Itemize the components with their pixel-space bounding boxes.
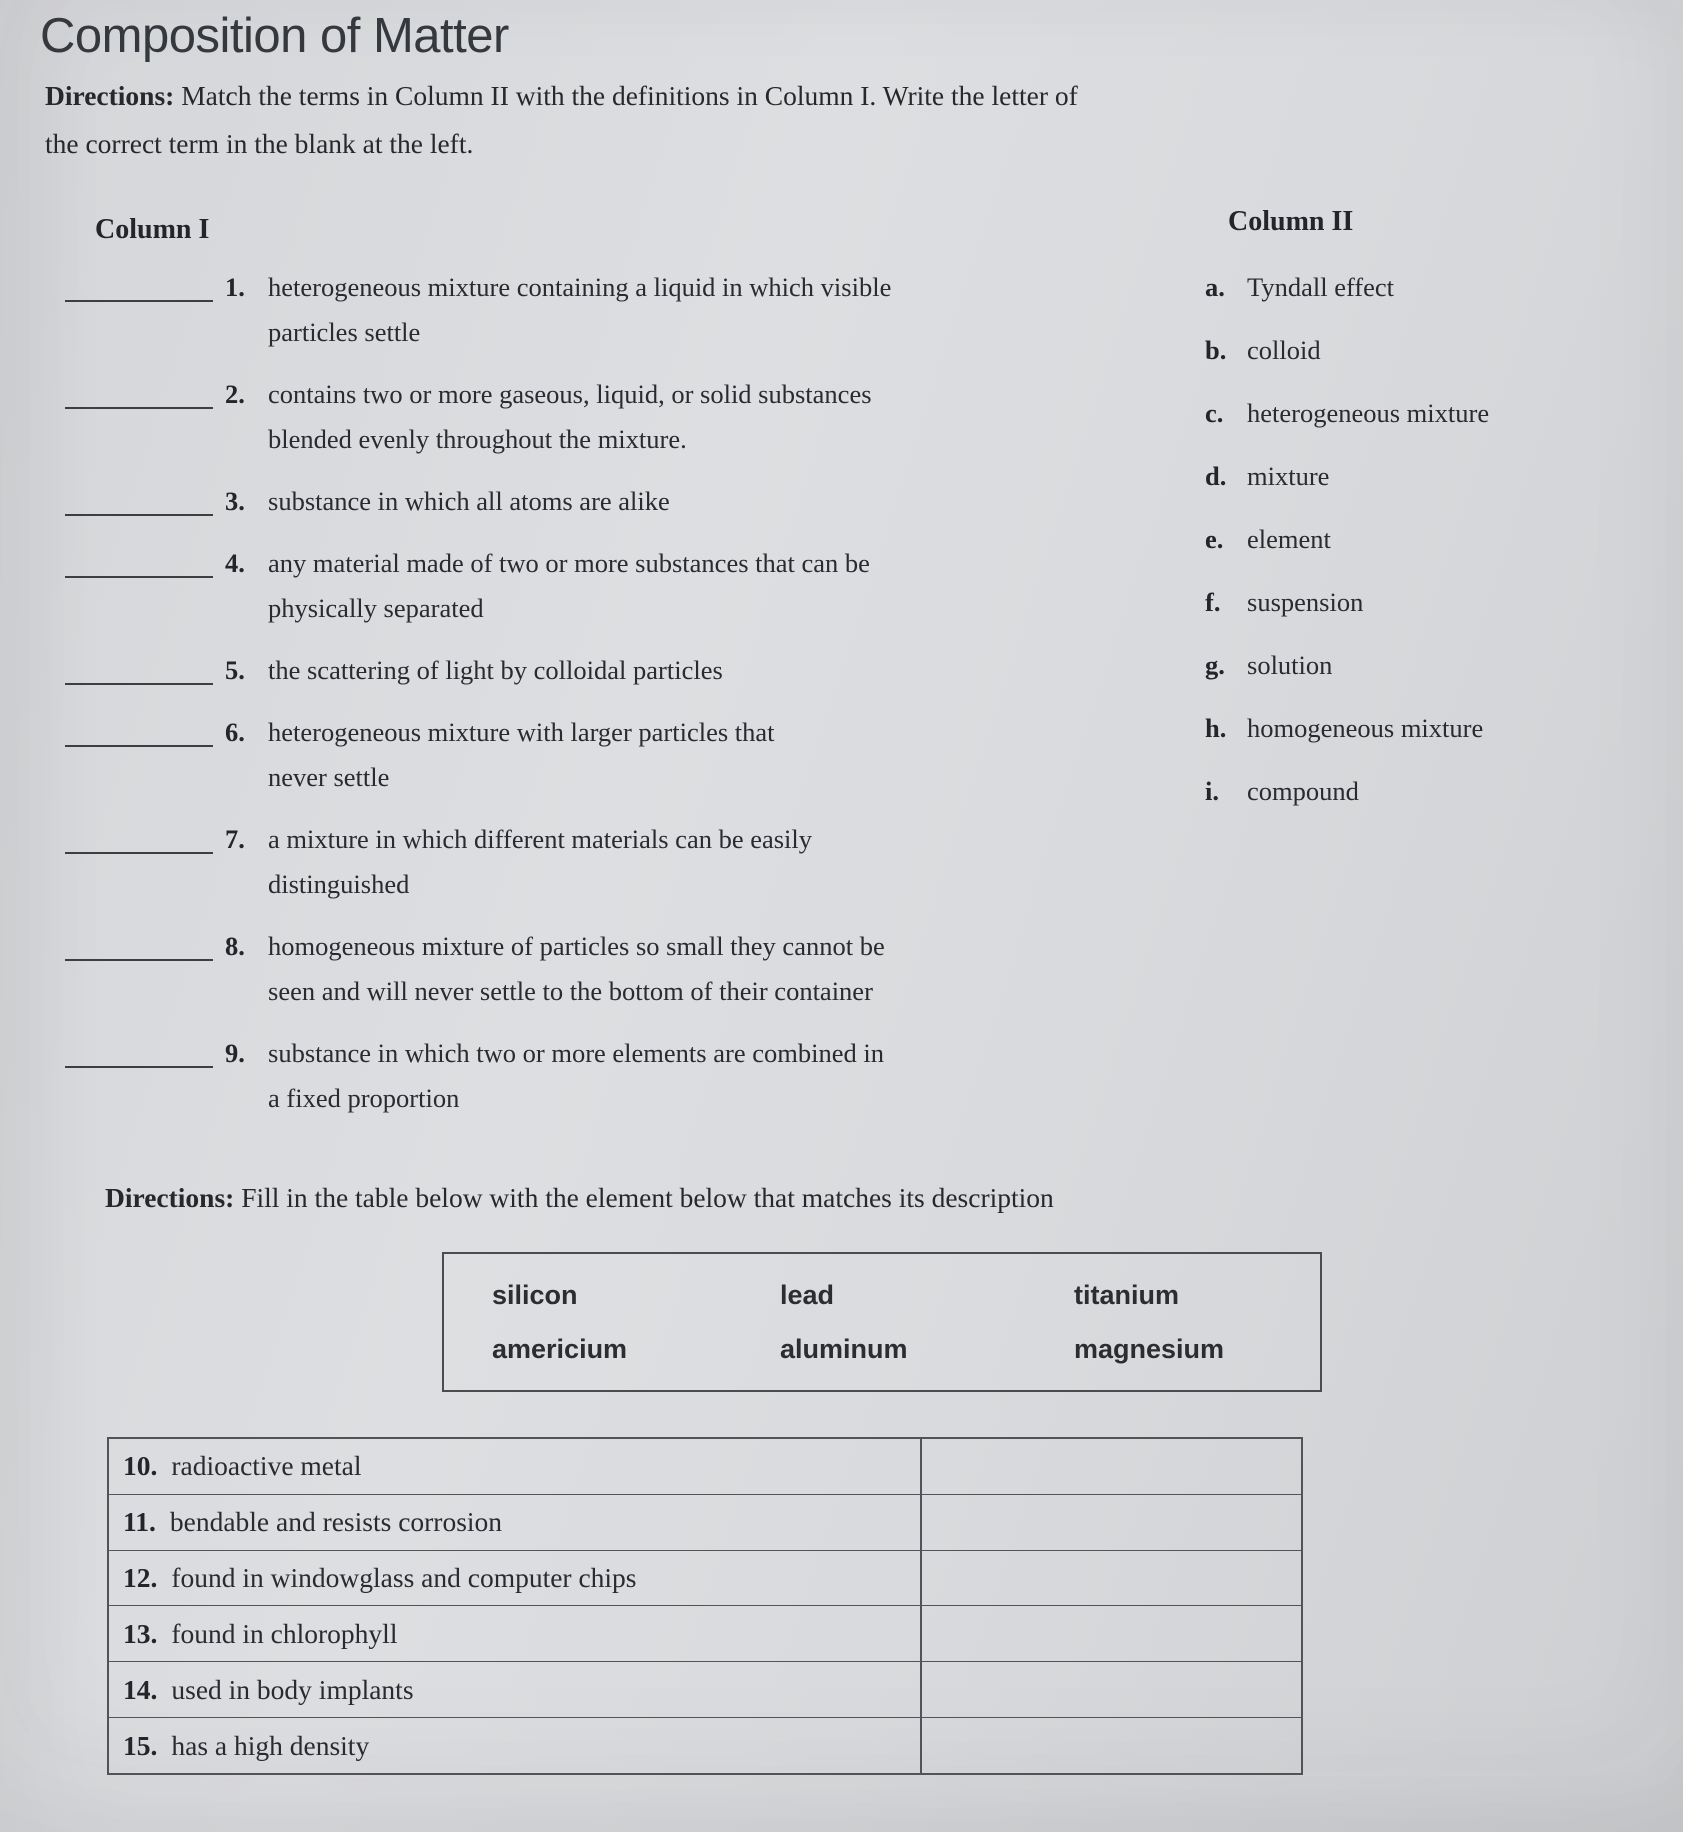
row-answer-cell-15[interactable] <box>920 1718 1301 1773</box>
row-number-10: 10. <box>123 1450 158 1482</box>
item-2-line-2: blended evenly throughout the mixture. <box>268 424 687 454</box>
term-item-g <box>1205 650 1332 681</box>
item-4-line-1: any material made of two or more substances that can be <box>268 548 870 578</box>
table-row-15 <box>109 1717 1301 1773</box>
term-letter-h: h. <box>1205 713 1227 743</box>
row-text-11: bendable and resists corrosion <box>169 1506 503 1538</box>
term-letter-b: b. <box>1205 335 1227 365</box>
term-label-c: heterogeneous mixture <box>1247 398 1490 428</box>
row-number-11: 11. <box>123 1506 156 1538</box>
item-number-8: 8. <box>225 931 245 961</box>
item-9-line-2: a fixed proportion <box>268 1083 460 1113</box>
word-bank-titanium: titanium <box>1074 1280 1179 1310</box>
answer-blank-9[interactable] <box>65 1066 213 1068</box>
row-description-10 <box>109 1450 920 1482</box>
item-1-line-1: heterogeneous mixture containing a liquid in which visible <box>268 272 892 302</box>
row-text-13: found in chlorophyll <box>171 1617 398 1649</box>
term-label-i: compound <box>1247 776 1359 806</box>
term-letter-i: i. <box>1205 776 1219 806</box>
term-label-f: suspension <box>1247 587 1364 617</box>
answer-blank-1[interactable] <box>65 300 213 302</box>
row-number-13: 13. <box>123 1617 158 1649</box>
answer-blank-7[interactable] <box>65 852 213 854</box>
term-letter-d: d. <box>1205 461 1227 491</box>
item-6-line-2: never settle <box>268 762 390 792</box>
column2-header: Column II <box>1228 206 1354 237</box>
item-7-line-1: a mixture in which different materials can be easily <box>268 824 813 854</box>
item-8-line-1: homogeneous mixture of particles so small they cannot be <box>268 931 885 961</box>
answer-blank-8[interactable] <box>65 959 213 961</box>
term-letter-a: a. <box>1205 272 1225 302</box>
column1-header: Column I <box>95 214 210 245</box>
table-row-13 <box>109 1605 1301 1661</box>
fill-directions <box>105 1182 1054 1214</box>
term-letter-e: e. <box>1205 524 1224 554</box>
answer-blank-3[interactable] <box>65 514 213 516</box>
item-7-line-2: distinguished <box>268 869 410 899</box>
row-text-15: has a high density <box>171 1729 370 1761</box>
word-bank-magnesium: magnesium <box>1074 1334 1225 1364</box>
item-number-2: 2. <box>225 379 245 409</box>
row-text-12: found in windowglass and computer chips <box>171 1562 637 1594</box>
item-number-4: 4. <box>225 548 245 578</box>
item-5-line-1: the scattering of light by colloidal particles <box>268 655 723 685</box>
row-answer-cell-11[interactable] <box>920 1495 1301 1550</box>
table-row-14 <box>109 1661 1301 1717</box>
term-label-a: Tyndall effect <box>1247 272 1395 302</box>
term-item-d <box>1205 461 1329 492</box>
row-text-14: used in body implants <box>171 1673 414 1705</box>
item-4-line-2: physically separated <box>268 593 484 623</box>
answer-blank-6[interactable] <box>65 745 213 747</box>
row-number-12: 12. <box>123 1562 158 1594</box>
term-letter-g: g. <box>1205 650 1225 680</box>
row-answer-cell-13[interactable] <box>920 1606 1301 1661</box>
answer-blank-5[interactable] <box>65 683 213 685</box>
term-label-d: mixture <box>1247 461 1330 491</box>
item-number-9: 9. <box>225 1038 245 1068</box>
word-bank-lead: lead <box>780 1280 835 1310</box>
elements-table <box>107 1437 1303 1775</box>
row-text-10: radioactive metal <box>171 1450 362 1482</box>
word-bank-silicon: silicon <box>492 1280 578 1310</box>
term-item-a <box>1205 272 1394 303</box>
matching-directions-line1 <box>45 80 1078 112</box>
term-label-e: element <box>1247 524 1331 554</box>
item-number-6: 6. <box>225 717 245 747</box>
word-bank-box <box>442 1252 1322 1392</box>
item-number-5: 5. <box>225 655 245 685</box>
term-item-f <box>1205 587 1363 618</box>
table-row-12 <box>109 1550 1301 1606</box>
term-item-h <box>1205 713 1483 744</box>
word-bank-americium: americium <box>492 1334 628 1364</box>
item-3-line-1: substance in which all atoms are alike <box>268 486 670 516</box>
row-answer-cell-12[interactable] <box>920 1551 1301 1606</box>
row-description-14 <box>109 1674 920 1706</box>
term-label-h: homogeneous mixture <box>1247 713 1484 743</box>
table-row-10 <box>109 1439 1301 1494</box>
row-description-12 <box>109 1562 920 1594</box>
row-number-15: 15. <box>123 1729 158 1761</box>
term-letter-c: c. <box>1205 398 1224 428</box>
item-number-3: 3. <box>225 486 245 516</box>
term-item-c <box>1205 398 1489 429</box>
word-bank-aluminum: aluminum <box>780 1334 908 1364</box>
item-number-1: 1. <box>225 272 245 302</box>
directions-label: Directions: <box>45 80 175 111</box>
matching-directions-line2: the correct term in the blank at the left. <box>45 128 474 159</box>
item-2-line-1: contains two or more gaseous, liquid, or solid substances <box>268 379 872 409</box>
row-description-11 <box>109 1506 920 1538</box>
item-8-line-2: seen and will never settle to the bottom of their container <box>268 976 873 1006</box>
row-number-14: 14. <box>123 1673 158 1705</box>
row-description-13 <box>109 1618 920 1650</box>
term-item-e <box>1205 524 1331 555</box>
fill-directions-text: Fill in the table below with the element below that matches its description <box>241 1182 1054 1213</box>
item-6-line-1: heterogeneous mixture with larger particles that <box>268 717 775 747</box>
item-number-7: 7. <box>225 824 245 854</box>
answer-blank-4[interactable] <box>65 576 213 578</box>
answer-blank-2[interactable] <box>65 407 213 409</box>
row-description-15 <box>109 1730 920 1762</box>
row-answer-cell-10[interactable] <box>920 1439 1301 1494</box>
directions-text: Match the terms in Column II with the definitions in Column I. Write the letter of <box>181 80 1078 111</box>
row-answer-cell-14[interactable] <box>920 1662 1301 1717</box>
term-letter-f: f. <box>1205 587 1221 617</box>
item-9-line-1: substance in which two or more elements are combined in <box>268 1038 884 1068</box>
fill-directions-label: Directions: <box>105 1182 235 1213</box>
table-row-11 <box>109 1494 1301 1550</box>
item-1-line-2: particles settle <box>268 317 421 347</box>
term-label-b: colloid <box>1247 335 1321 365</box>
term-label-g: solution <box>1247 650 1333 680</box>
term-item-b <box>1205 335 1321 366</box>
term-item-i <box>1205 776 1359 807</box>
page-title: Composition of Matter <box>40 9 509 63</box>
